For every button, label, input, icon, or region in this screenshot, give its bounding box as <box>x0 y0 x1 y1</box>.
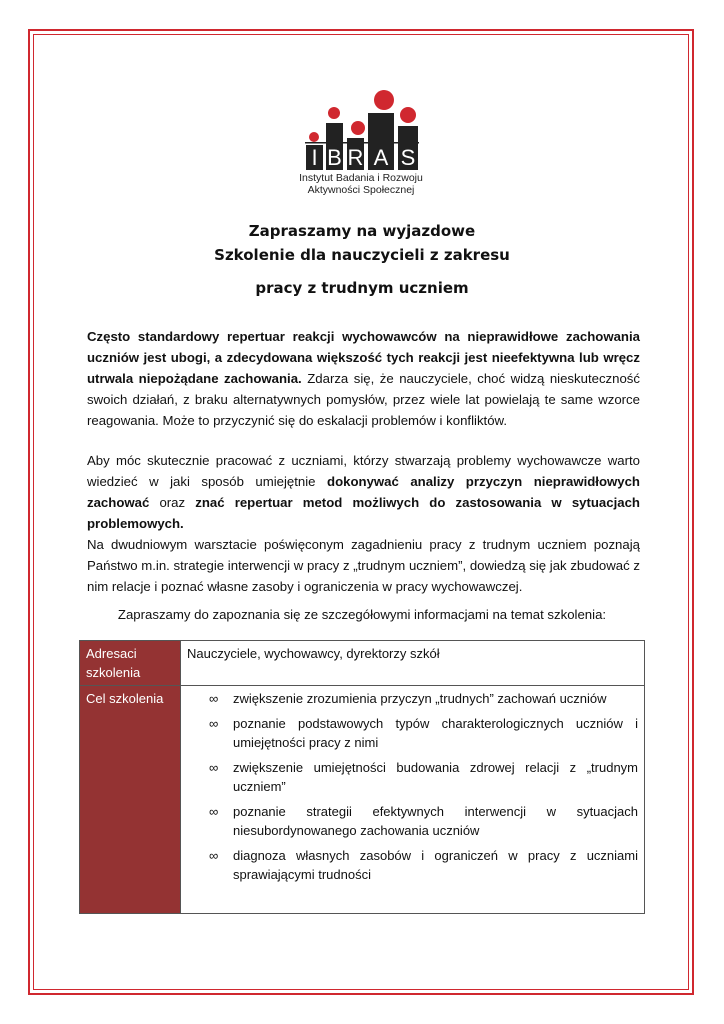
body-paragraph <box>87 450 640 597</box>
intro-paragraph-rest: Zdarza się, że nauczyciele, choć widzą nieskuteczność swoich działań, z braku alternatywnych pomysłów, przez wiele lat powielają te same wzorce reagowania. Może to przyczynić się do eskalacji problemów i konfliktów. <box>87 371 640 428</box>
heading-line1: Zapraszamy na wyjazdowe <box>248 222 476 240</box>
svg-text:I: I <box>311 145 318 170</box>
svg-text:R: R <box>347 145 364 170</box>
infinity-bullet-icon: ∞ <box>209 760 219 775</box>
logo-caption-line2: Aktywności Społecznej <box>307 184 415 196</box>
logo-caption <box>296 172 426 196</box>
infinity-bullet-icon: ∞ <box>209 804 219 819</box>
intro-paragraph <box>87 326 640 431</box>
list-item <box>209 802 638 840</box>
goal-text: poznanie strategii efektywnych interwencji w sytuacjach niesubordynowanego zachowania uczniów <box>233 804 638 838</box>
list-item <box>209 846 638 884</box>
table-row-audience <box>80 641 645 686</box>
list-item <box>209 714 638 752</box>
heading-line3: pracy z trudnym uczniem <box>255 279 469 297</box>
svg-text:S: S <box>400 145 416 170</box>
list-item <box>209 689 638 708</box>
training-info-table <box>79 640 645 914</box>
audience-value: Nauczyciele, wychowawcy, dyrektorzy szkół <box>181 641 645 686</box>
body-paragraph-bold1: dokonywać analizy przyczyn nieprawidłowych zachować <box>87 474 640 510</box>
infinity-bullet-icon: ∞ <box>209 848 219 863</box>
body-paragraph-part2: oraz <box>149 495 196 510</box>
svg-text:A: A <box>373 145 389 170</box>
details-intro: Zapraszamy do zapoznania się ze szczegółowymi informacjami na temat szkolenia: <box>117 607 607 622</box>
heading-line2: Szkolenie dla nauczycieli z zakresu <box>214 246 510 264</box>
goal-text: zwiększenie zrozumienia przyczyn „trudnych” zachowań uczniów <box>233 691 607 706</box>
audience-label: Adresaci szkolenia <box>80 641 181 686</box>
body-paragraph-part3: Na dwudniowym warsztacie poświęconym zagadnieniu pracy z trudnym uczniem poznają Państwo m.in. strategie interwencji w pracy z „trudnym uczniem”, dowiedzą się jak zbudować z nim relacje i poznać własne zasoby i ograniczenia w pracy wychowawczej. <box>87 537 640 594</box>
infinity-bullet-icon: ∞ <box>209 716 219 731</box>
body-paragraph-part1: Aby móc skutecznie pracować z uczniami, którzy stwarzają problemy wychowawcze warto wiedzieć w jaki sposób umiejętnie <box>87 453 640 489</box>
goals-label: Cel szkolenia <box>80 686 181 914</box>
infinity-bullet-icon: ∞ <box>209 691 219 706</box>
goals-list <box>187 689 638 884</box>
goals-value <box>181 686 645 914</box>
table-row-goals <box>80 686 645 914</box>
goal-text: zwiększenie umiejętności budowania zdrowej relacji z „trudnym uczniem” <box>233 760 638 794</box>
svg-text:B: B <box>327 145 342 170</box>
body-paragraph-bold2: znać repertuar metod możliwych do zastosowania w sytuacjach problemowych. <box>87 495 640 531</box>
logo-caption-line1: Instytut Badania i Rozwoju <box>299 172 423 184</box>
goal-text: diagnoza własnych zasobów i ograniczeń w pracy z uczniami sprawiającymi trudności <box>233 848 638 882</box>
list-item <box>209 758 638 796</box>
goal-text: poznanie podstawowych typów charakterologicznych uczniów i umiejętności pracy z nimi <box>233 716 638 750</box>
intro-paragraph-bold: Często standardowy repertuar reakcji wychowawców na nieprawidłowe zachowania uczniów jest ubogi, a zdecydowana większość tych reakcji jest nieefektywna lub wręcz utrwala niepożądane zachowania. <box>87 329 640 386</box>
